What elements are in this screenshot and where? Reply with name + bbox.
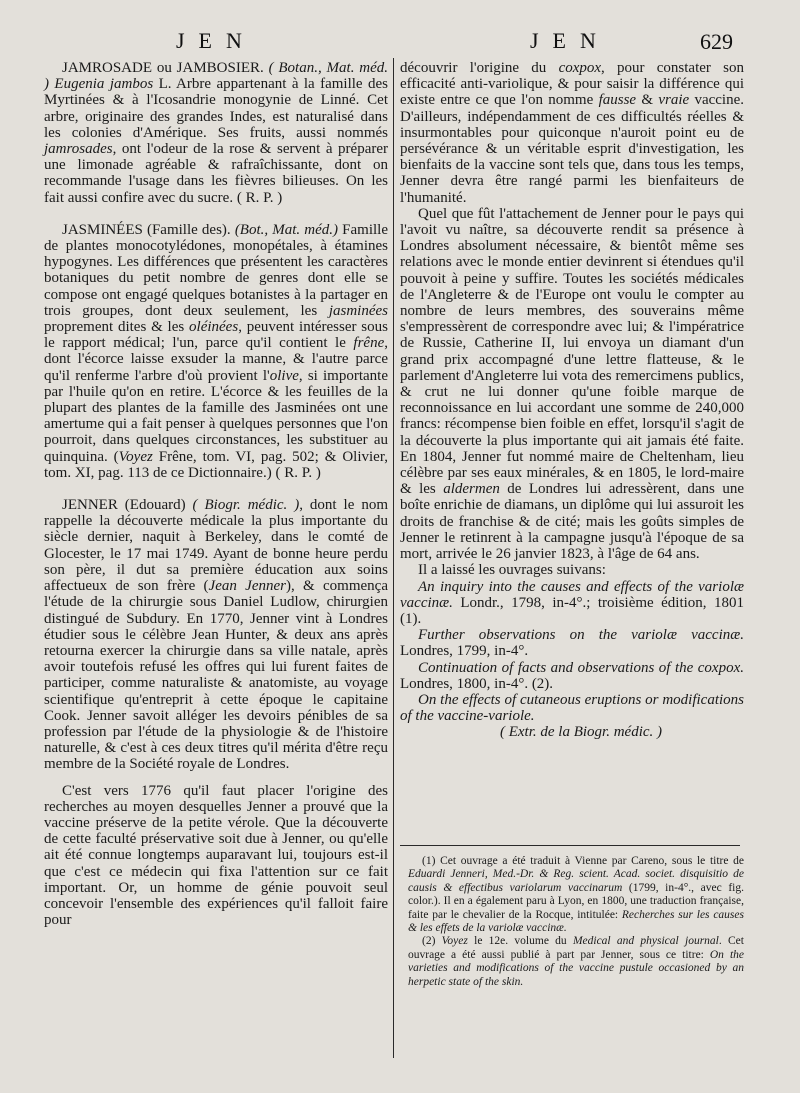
term: coxpox <box>558 60 602 76</box>
paragraph: C'est vers 1776 qu'il faut placer l'origine des recherches au moyen desquelles Jenner a prouvé que la vaccine préserve de la petite vérole. Que la découverte de cette faculté préservative soit due à Jenner, ou qu'elle ait été connue longtemps auparavant lui, toujours est-il que c'est ce médecin qui fixa l'attention sur ce fait important. Or, un homme de génie pouvoit seul concevoir l'ensemble des expériences qu'il falloit faire pour <box>44 782 388 929</box>
footnotes <box>408 855 744 989</box>
source-citation: ( Extr. de la Biogr. médic. ) <box>499 724 663 741</box>
text: & <box>636 92 659 109</box>
work-title: On the effects of cutaneous eruptions or modifications of the vaccine-variole. <box>400 691 744 725</box>
cross-reference: Frêne, tom. VI, pag. 502; & Olivier, tom. XI, pag. 113 de ce Dictionnaire.) <box>44 448 388 481</box>
entry-headword: JENNER (Edouard) <box>62 497 186 514</box>
entry-domain: ( Biogr. médic. ) <box>192 497 300 514</box>
running-head-right: JEN <box>530 28 610 53</box>
work-title: An inquiry into the causes and effects of the variolæ vaccinæ. <box>400 578 744 611</box>
column-divider <box>393 58 394 1058</box>
work-title: Further observations on the variolæ vaccinæ. <box>418 627 744 644</box>
paragraph <box>400 206 744 562</box>
term: oléinées <box>189 319 239 336</box>
entry-body: ), & commença l'étude de la chirurgie sous Daniel Ludlow, chirurgien distingué de Subdury. En 1770, Jenner vint à Londres étudier sous le célèbre Jean Hunter, & deux ans après retourna exercer la chirurgie dans sa ville natale, après avoir toutefois refusé les offres qui lui furent faites de participer, comme naturaliste & anatomiste, au voyage scientifique qu'entreprit à cette époque le capitaine Cook. Jenner savoit alléger les devoirs pénibles de sa profession par l'étude de la physiologie & de l'histoire naturelle, & c'est à ces deux titres qu'il mérita d'être reçu membre de la Société royale de Londres. <box>44 578 388 773</box>
right-column <box>400 60 744 741</box>
entry-jasminees <box>44 222 388 481</box>
title: Eduardi Jenneri, Med.-Dr. & Reg. scient. Acad. societ. disquisitio de causis & effectibus variolarum vaccinarum <box>408 868 744 894</box>
title: Recherches sur les causes & les effets de la variolæ vaccinæ. <box>408 908 744 935</box>
work-item <box>400 660 744 692</box>
left-column <box>44 60 388 944</box>
entry-text <box>44 222 388 481</box>
footnote-rule <box>400 845 740 846</box>
entry-body: Famille de plantes monocotylédones, monopétales, à étamines hypogynes. Les différences que présentent les caractères botaniques du petit nombre de genres dont elle se compose ont engagé quelques botanistes à la partager en trois groupes, dont deux seulement, les <box>44 221 389 319</box>
entry-text <box>44 497 388 772</box>
entry-body: L. Arbre appartenant à la famille des Myrtinées & à l'Icosandrie monogynie de Linné. Cet arbre, originaire des grandes Indes, est naturalisé dans les colonies d'Amérique. Ses fruits, aussi nommés <box>44 76 388 141</box>
entry-body: , peuvent intéresser sous le rapport médical; l'un, parce qu'il contient le <box>44 319 388 352</box>
page-number: 629 <box>700 29 733 54</box>
entry-domain: (Bot., Mat. méd.) <box>234 221 339 238</box>
author-signature: ( R. P. ) <box>236 189 283 206</box>
paragraph: Il a laissé les ouvrages suivans: <box>418 562 606 579</box>
text: (1799, in-4°., avec fig. color.). Il en a également paru à Lyon, en 1800, une traduction française, faite par le chevalier de la Rocque, intitulée: <box>408 881 744 921</box>
title: On the varieties and modifications of the vaccine pustule occasioned by an herpetic state of the skin. <box>408 948 744 988</box>
author-signature: ( R. P. ) <box>275 464 321 481</box>
footnote-1 <box>408 855 744 935</box>
term: aldermen <box>443 481 500 498</box>
work-details: Londr., 1798, in-4°.; troisième édition, 1801 (1). <box>400 594 744 627</box>
work-details: Londres, 1799, in-4°. <box>400 643 529 660</box>
term: vraie <box>658 92 690 109</box>
term: olive <box>269 367 299 384</box>
term: jamrosades <box>44 141 113 158</box>
entry-body: , si importante par l'huile qu'on en retire. L'écorce & les feuilles de la plupart des plantes de la famille des Jasminées ont une amertume qui a fait penser à quelques personnes que l'on pourroit, dans quelques circonstances, les substituer au quinquina. ( <box>44 367 388 465</box>
text: Voyez <box>441 935 468 948</box>
text: Quel que fût l'attachement de Jenner pour le pays qui l'avoit vu naître, sa découverte rendit sa présence à Londres absolument nécessaire, & bientôt même ses relations avec le monde entier devinrent si étendues qu'il pouvoit à peine y suffire. Toutes les sociétés médicales de l'Angleterre & de l'Europe ont voulu le compter au nombre de leurs membres, des souverains même s'empressèrent de correspondre avec lui; & l'impératrice de Russie, Catherine II, lui envoya un diamant d'un grand prix accompagné d'une lettre flatteuse, & le parlement d'Angleterre lui vota des remercimens publics, & crut ne lui donner qu'une foible marque de reconnoissance en lui accordant une somme de 240,000 francs: récompense bien foible en effet, lorsqu'il s'agit de la découverte la plus importante qui ait jamais été faite. En 1804, Jenner fut nommé maire de Cheltenham, lieu célèbre par ses eaux minérales, & en 1805, le lord-maire & les <box>400 205 744 498</box>
work-item <box>400 627 744 659</box>
work-item <box>400 579 744 628</box>
text: (1) Cet ouvrage a été traduit à Vienne par Careno, sous le titre de <box>422 855 744 867</box>
person-name: Jean Jenner <box>208 578 286 595</box>
term: frêne <box>353 335 385 352</box>
entry-body: , dont l'écorce laisse exsuder la manne, & l'autre parce qu'il renferme l'arbre d'où provient l' <box>44 335 388 384</box>
work-title: Continuation of facts and observations of the coxpox. <box>418 659 744 676</box>
entry-text <box>44 60 388 206</box>
work-item <box>400 692 744 724</box>
title: Medical and physical journal <box>572 935 719 948</box>
text: découvrir l'origine du <box>400 60 559 76</box>
text: le 12e. volume du <box>467 935 573 948</box>
text: (2) <box>422 935 442 948</box>
footnote-2 <box>408 935 744 989</box>
text: , pour constater son efficacité anti-variolique, & pour saisir la différence qui existe entre ce que l'on nomme <box>400 60 744 109</box>
entry-headword: JAMROSADE ou JAMBOSIER. <box>62 60 264 76</box>
text: vaccine. D'ailleurs, indépendamment de ces difficultés réelles & insurmontables pour quiconque n'auroit point eu de persévérance & un véritable esprit d'investigation, les bienfaits de la vaccine sont tels que, dans tous les temps, Jenner devra être rangé parmi les bienfaiteurs de l'humanité. <box>400 92 744 206</box>
term: fausse <box>598 92 637 109</box>
entry-body: , ont l'odeur de la rose & servent à préparer une limonade agréable & rafraîchissante, dont on recommande l'usage dans les fièvres bilieuses. On les fait aussi confire avec du sucre. <box>44 141 388 206</box>
text: de Londres lui adressèrent, dans une boîte enrichie de diamans, un diplôme qui lui assuroit les droits de franchise & de cité; mais les goûts simples de Jenner le retinrent à la campagne jusqu'à l'époque de sa mort, arrivée le 26 janvier 1823, à l'âge de 64 ans. <box>400 481 744 563</box>
entry-jamrosade <box>44 60 388 206</box>
term: jasminées <box>328 302 388 319</box>
cross-reference: Voyez <box>118 448 153 465</box>
entry-domain: ( Botan., Mat. méd. ) <box>44 60 389 93</box>
entry-jenner <box>44 497 388 928</box>
text: . Cet ouvrage a été aussi publié à part par Jenner, sous ce titre: <box>408 935 744 961</box>
running-head-left: JEN <box>176 28 256 53</box>
entry-body: , dont le nom rappelle la découverte médicale la plus importante du siècle dernier, naquit à Berkeley, dans le comté de Glocester, le 17 mai 1749. Ayant de bonne heure perdu son père, il dut sa première éducation aux soins affectueux de son frère ( <box>44 497 388 595</box>
latin-name: Eugenia jambos <box>54 76 154 93</box>
entry-headword: JASMINÉES (Famille des). <box>62 221 231 238</box>
paragraph <box>400 60 744 206</box>
work-details: Londres, 1800, in-4°. (2). <box>400 675 554 692</box>
entry-body: proprement dites & les <box>44 319 190 336</box>
